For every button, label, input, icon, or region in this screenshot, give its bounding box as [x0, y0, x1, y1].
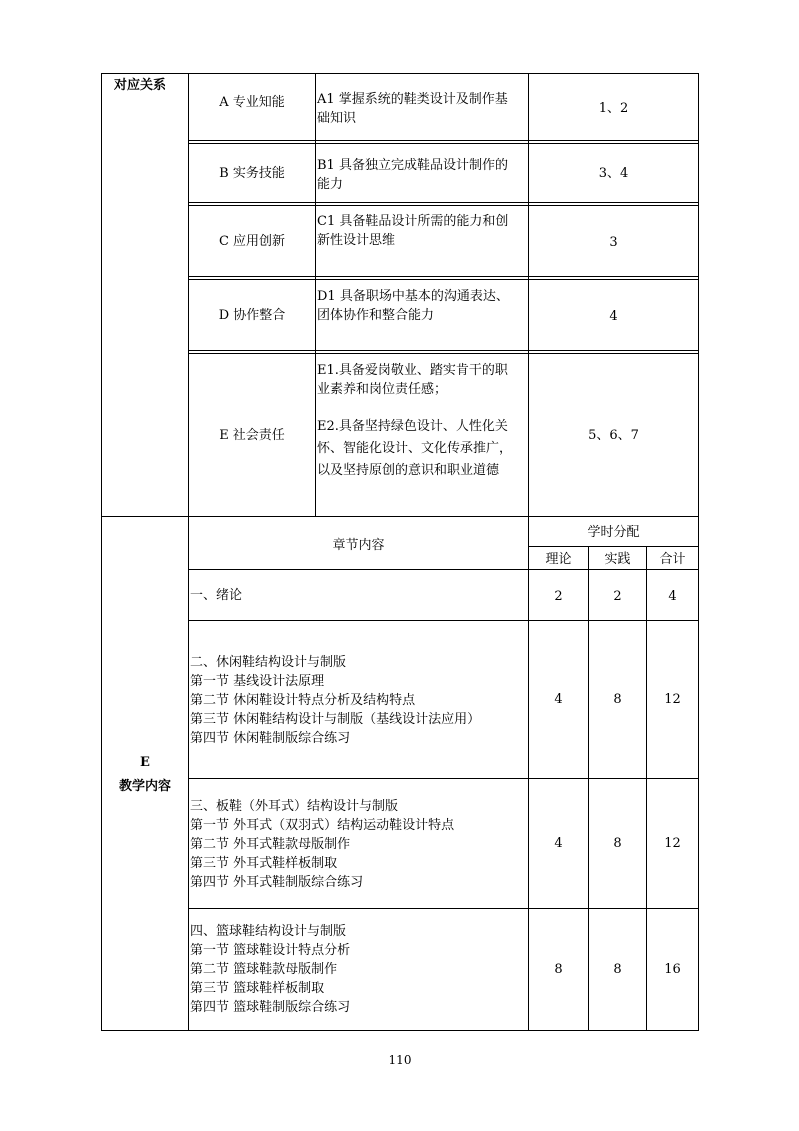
column-header-total: 合计 — [659, 552, 686, 567]
table-border-right — [698, 73, 699, 1031]
teaching-vline-4 — [646, 546, 647, 1031]
chapter-3-practice: 8 — [613, 836, 622, 851]
chapter-1-content: 一、绪论 — [190, 588, 243, 603]
chapter-2-total: 12 — [664, 692, 681, 707]
relation-description-e2: E2.具备坚持绿色设计、人性化关 怀、智能化设计、文化传承推广， 以及坚持原创的意识和职业道德 — [317, 419, 513, 478]
chapter-1-total: 4 — [668, 589, 677, 604]
chapter-1-practice: 2 — [613, 589, 622, 604]
relation-header: 对应关系 — [114, 78, 167, 93]
relation-mapping-a: 1、2 — [598, 101, 629, 116]
chapter-2-practice: 8 — [613, 692, 622, 707]
relation-mapping-d: 4 — [609, 309, 618, 324]
relation-hline-4b — [188, 353, 699, 354]
relation-hline-2b — [188, 205, 699, 206]
teaching-hline-header — [188, 569, 699, 570]
relation-mapping-b: 3、4 — [598, 166, 629, 181]
teaching-vline-1 — [188, 516, 189, 1031]
chapter-4-total: 16 — [664, 962, 681, 977]
relation-mapping-c: 3 — [609, 235, 618, 250]
relation-category-b: B 实务技能 — [219, 166, 285, 181]
column-header-theory: 理论 — [545, 552, 572, 567]
column-header-content: 章节内容 — [332, 538, 385, 553]
relation-description-b: B1 具备独立完成鞋品设计制作的 能力 — [317, 158, 508, 192]
section-divider — [101, 516, 699, 517]
chapter-3-content: 三、板鞋（外耳式）结构设计与制版 第一节 外耳式（双羽式）结构运动鞋设计特点 第二节 外耳式鞋款母版制作 第三节 外耳式鞋样板制取 第四节 外耳式鞋制版综合练习 — [190, 799, 455, 890]
chapter-4-content: 四、篮球鞋结构设计与制版 第一节 篮球鞋设计特点分析 第二节 篮球鞋款母版制作 第三节 篮球鞋样板制取 第四节 篮球鞋制版综合练习 — [190, 924, 351, 1015]
teaching-hline-3 — [188, 908, 699, 909]
teaching-header: 教学内容 — [118, 779, 171, 794]
relation-description-d: D1 具备职场中基本的沟通表达、 团体协作和整合能力 — [317, 289, 509, 323]
chapter-3-total: 12 — [664, 836, 681, 851]
hours-subheader-line — [528, 546, 699, 547]
teaching-hline-1 — [188, 620, 699, 621]
relation-hline-3b — [188, 279, 699, 280]
table-border-top — [101, 73, 699, 74]
teaching-letter: E — [140, 755, 150, 770]
relation-hline-1b — [188, 143, 699, 144]
table-border-bottom — [101, 1030, 699, 1031]
relation-mapping-e: 5、6、7 — [588, 428, 639, 443]
table-border-left — [101, 73, 102, 1031]
column-header-practice: 实践 — [604, 552, 631, 567]
relation-hline-4a — [188, 350, 699, 351]
relation-hline-1a — [188, 140, 699, 141]
relation-hline-2a — [188, 202, 699, 203]
relation-description-a: A1 掌握系统的鞋类设计及制作基 础知识 — [317, 92, 508, 126]
relation-category-c: C 应用创新 — [218, 234, 286, 249]
chapter-2-content: 二、休闲鞋结构设计与制版 第一节 基线设计法原理 第二节 休闲鞋设计特点分析及结构特点 第三节 休闲鞋结构设计与制版（基线设计法应用） 第四节 休闲鞋制版综合练习 — [190, 655, 481, 746]
relation-description-c: C1 具备鞋品设计所需的能力和创 新性设计思维 — [317, 214, 509, 248]
chapter-1-theory: 2 — [554, 589, 563, 604]
chapter-4-theory: 8 — [554, 962, 563, 977]
chapter-4-practice: 8 — [613, 962, 622, 977]
chapter-2-theory: 4 — [554, 692, 563, 707]
teaching-hline-2 — [188, 778, 699, 779]
teaching-vline-3 — [588, 546, 589, 1031]
relation-hline-3a — [188, 276, 699, 277]
relation-category-a: A 专业知能 — [219, 95, 285, 110]
relation-category-e: E 社会责任 — [219, 428, 285, 443]
page-number: 110 — [388, 1053, 412, 1067]
relation-description-e1: E1.具备爱岗敬业、踏实肯干的职 业素养和岗位责任感； — [317, 363, 508, 397]
chapter-3-theory: 4 — [554, 836, 563, 851]
column-header-hours: 学时分配 — [587, 525, 640, 540]
relation-category-d: D 协作整合 — [218, 308, 286, 323]
